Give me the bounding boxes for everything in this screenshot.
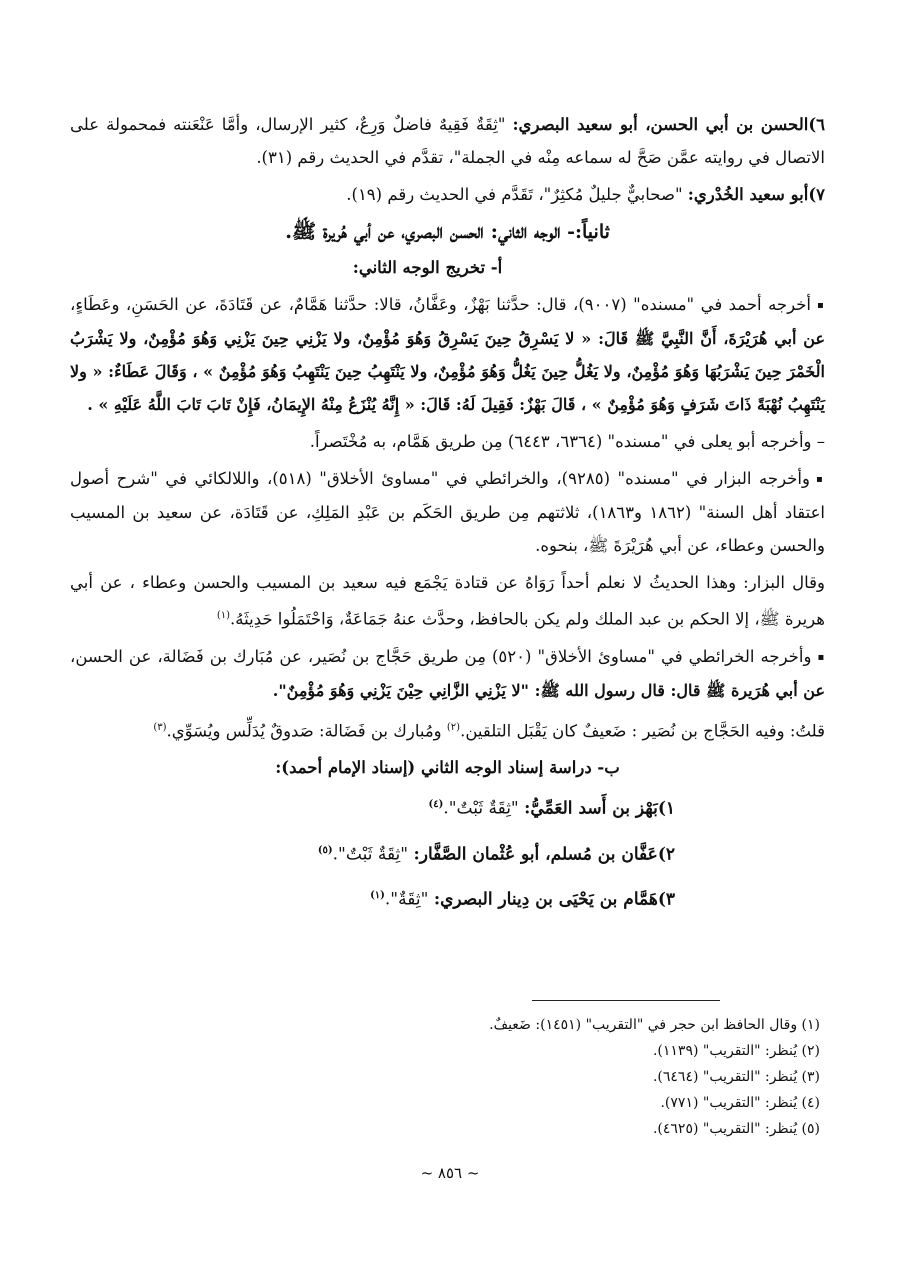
narrator-name: الحسن بن أبي الحسن، أبو سعيد البصري: bbox=[512, 115, 809, 134]
footnote-ref: (٤) bbox=[428, 799, 444, 810]
takhrij-kharaiti bbox=[70, 640, 825, 707]
section-heading bbox=[70, 215, 825, 249]
footnote: (٥) يُنظر: "التقريب" (٤٦٢٥). bbox=[652, 1121, 820, 1137]
hadith-text: عن أبي هُرَيْرَةَ، أَنَّ النَّبِيَّ ﷺ قَالَ: « لا يَسْرِقُ حِينَ يَسْرِقُ وَهُوَ مُؤْمِنٌ، ولا يَزْنِي حِينَ يَزْنِي وَهُوَ مُؤْمِنٌ، ولا يَشْرَبُ الْخَمْرَ حِينَ يَشْرَبُهَا وَهُوَ مُؤْمِنٌ، ولا يَغُلُّ حِينَ يَغُلُّ وَهُوَ مُؤْمِنٌ، ولا يَنْتَهِبُ حِينَ يَنْتَهِبُ وَهُوَ مُؤْمِنٌ » ، وَقَالَ عَطَاءٌ: « ولا يَنْتَهِبُ نُهْبَةً ذَاتَ شَرَفٍ وَهُوَ مُؤْمِنٌ » ، قَالَ بَهْزٌ: فَقِيلَ لَهُ: قَالَ: « إِنَّهُ يُنْزَعُ مِنْهُ الإِيمَانُ، فَإِنْ تَابَ تَابَ اللَّهُ عَلَيْهِ » . bbox=[70, 329, 825, 414]
footnote: (٣) يُنظر: "التقريب" (٦٤٦٤). bbox=[652, 1069, 820, 1085]
footnote-ref: (٣) bbox=[153, 721, 167, 733]
narrator-grade: "ثِقَةٌ فَقِيهٌ فاضلٌ وَرِعٌ، كثير الإرسال، وأمَّا عَنْعَنته فمحمولة على الاتصال في روايته عمَّن صَحَّ له سماعه مِنْه في الجملة"، تقدَّم في الحديث رقم (٣١). bbox=[70, 115, 825, 167]
narrator-grade: "صحابيٌّ جليلٌ مُكثِرٌ"، تَقَدَّم في الحديث رقم (١٩). bbox=[346, 185, 688, 204]
narrator-number: ٦) bbox=[808, 115, 826, 134]
footnote: (١) وقال الحافظ ابن حجر في "التقريب" (١٤٥١): ضَعيفٌ. bbox=[489, 1017, 820, 1033]
footnote-ref: (٢) bbox=[446, 721, 461, 733]
section-heading-title: الوجه الثاني: الحسن البصري، عن أبي هُريرة ﷺ. bbox=[285, 219, 561, 243]
takhrij-bazzar-text: وأخرجه البزار في "مسنده" (٩٢٨٥)، والخرائطي في "مساوئ الأخلاق" (٥١٨)، واللالكائي في "شرح أصول اعتقاد أهل السنة" (١٨٦٢ و١٨٦٣)، ثلاثتهم مِن طريق الحَكَم بن عَبْدِ المَلِكِ، عن قَتَادَة، عن سعيد بن المسيب والحسن وعطاء، عن أبي هُرَيْرَةَ ﷺ، بنحوه. bbox=[70, 469, 825, 555]
subheading-takhrij: أ- تخريج الوجه الثاني: bbox=[352, 258, 503, 277]
page-body bbox=[70, 108, 825, 925]
hadith-text: عن أبي هُرَيرة ﷺ قال: قال رسول الله ﷺ: "لا يَزْنِي الزَّانِي حِيْنَ يَزْنِي وَهُوَ مُؤْمِنٌ". bbox=[272, 680, 825, 700]
footnote: (٤) يُنظر: "التقريب" (٧٧١). bbox=[660, 1095, 820, 1111]
footnotes bbox=[60, 1012, 820, 1142]
narrator-number: ٧) bbox=[808, 185, 825, 204]
author-comment-a: قلتُ: وفيه الحَجَّاج بن نُصَير : ضَعيفٌ كان يَقْبَل التلقين. bbox=[460, 721, 825, 740]
study-item-number: ٣) bbox=[657, 889, 675, 910]
bazzar-comment bbox=[70, 566, 825, 636]
bullet-icon: ▪ bbox=[815, 474, 825, 485]
study-item-grade: "ثِقَةٌ ثَبْتٌ". bbox=[332, 844, 414, 865]
study-item-grade: "ثِقَةٌ ثَبْتٌ". bbox=[443, 798, 525, 819]
bullet-icon: ▪ bbox=[817, 651, 825, 663]
study-item-grade: "ثِقَةٌ". bbox=[384, 889, 434, 910]
footnote-ref: (٥) bbox=[317, 844, 333, 856]
page-number: ~ ٨٥٦ ~ bbox=[420, 1164, 480, 1182]
footnote-ref: (١) bbox=[216, 610, 231, 621]
study-item-number: ١) bbox=[657, 798, 675, 819]
study-item-name: هَمَّام بن يَحْيَى بن دِينار البصري: bbox=[433, 889, 658, 910]
takhrij-bazzar bbox=[70, 462, 825, 562]
subheading-isnad-study: ب- دراسة إسناد الوجه الثاني (إسناد الإمام أحمد): bbox=[275, 758, 620, 777]
takhrij-ahmad-intro: أخرجه أحمد في "مسنده" (٩٠٠٧)، قال: حدَّثنا بَهْزٌ، وعَفَّانُ، قالا: حدَّثنا هَمَّامٌ، عن قَتَادَةَ، عن الحَسَنِ، وعَطَاءٍ، bbox=[70, 295, 812, 314]
author-comment bbox=[70, 711, 825, 748]
takhrij-kharaiti-intro: وأخرجه الخرائطي في "مساوئ الأخلاق" (٥٢٠) مِن طريق حَجَّاج بن نُصَير، عن مُبَارك بن فَضَالة، عن الحسن، bbox=[70, 646, 812, 666]
study-item-bahz bbox=[70, 788, 675, 826]
footnote: (٢) يُنظر: "التقريب" (١١٣٩). bbox=[652, 1043, 820, 1059]
takhrij-abu-yala: – وأخرجه أبو يعلى في "مسنده" (٦٣٦٤، ٦٤٤٣) مِن طريق هَمَّام، به مُخْتَصراً. bbox=[309, 432, 825, 451]
study-item-hammam bbox=[70, 879, 675, 917]
section-heading-prefix: ثانياً:- bbox=[560, 221, 610, 243]
narrator-abu-said bbox=[70, 178, 825, 211]
bullet-icon: ▪ bbox=[817, 300, 825, 311]
study-item-name: بَهْز بن أَسد العَمِّيُّ: bbox=[524, 798, 658, 819]
author-comment-b: ومُبارك بن فَضَالة: صَدوقٌ يُدَلِّس ويُسَوِّي. bbox=[166, 721, 447, 740]
footnote-ref: (١) bbox=[370, 890, 385, 902]
takhrij-ahmad bbox=[70, 288, 825, 421]
study-item-affan bbox=[70, 834, 675, 872]
study-item-name: عَفَّان بن مُسلم، أبو عُثْمان الصَّفَّار: bbox=[413, 844, 658, 865]
bazzar-comment-text: وقال البزار: وهذا الحديثُ لا نعلم أحداً رَوَاهُ عن قتادة يَجْمَع فيه سعيد بن المسيب والحسن وعطاء ، عن أبي هريرة ﷺ، إلا الحكم بن عبد الملك ولم يكن بالحافظ، وحدَّث عنهُ جَمَاعَةٌ، وَاحْتَمَلُوا حَدِيثَهُ. bbox=[70, 573, 825, 629]
study-item-number: ٢) bbox=[657, 844, 675, 865]
footnote-divider bbox=[532, 1000, 720, 1001]
narrator-hasan-basri bbox=[70, 108, 825, 174]
narrator-name: أبو سعيد الخُدْري: bbox=[687, 185, 809, 204]
